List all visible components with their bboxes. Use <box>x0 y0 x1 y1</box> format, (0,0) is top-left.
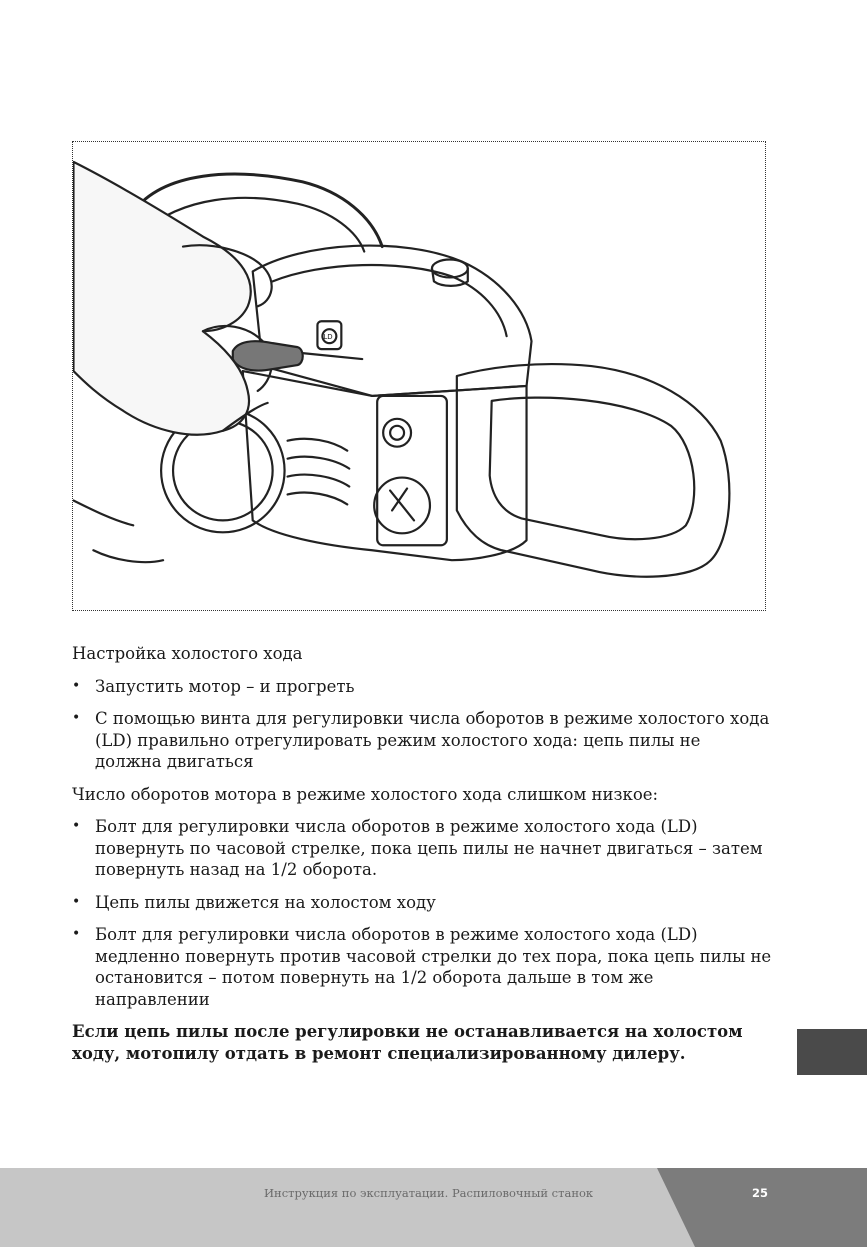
rear-handle <box>457 364 730 577</box>
instructions-section <box>72 643 772 1064</box>
list-item: • Цепь пилы движется на холостом ходу <box>72 892 772 914</box>
footer-title: Инструкция по эксплуатации. Распиловочный станок <box>264 1186 594 1200</box>
steps-list-2 <box>72 816 772 1010</box>
chainsaw-idle-adjustment-illustration <box>73 142 765 610</box>
section-subheading: Число оборотов мотора в режиме холостого хода слишком низкое: <box>72 784 659 804</box>
top-cover <box>253 246 532 396</box>
page-number: 25 <box>752 1186 769 1200</box>
list-item: • Болт для регулировки числа оборотов в режиме холостого хода (LD) медленно повернуть против часовой стрелки до тех пора, пока цепь пилы не остановится – потом повернуть на 1/2 оборота дальше в том же направлении <box>72 924 772 1010</box>
ld-icon-label: LD <box>323 333 333 342</box>
list-item: • С помощью винта для регулировки числа оборотов в режиме холостого хода (LD) правильно отрегулировать режим холостого хода: цепь пилы не должна двигаться <box>72 708 772 773</box>
list-item: • Болт для регулировки числа оборотов в режиме холостого хода (LD) повернуть по часовой стрелке, пока цепь пилы не начнет двигаться – затем повернуть назад на 1/2 оборота. <box>72 816 772 881</box>
screwdriver-shaft <box>302 353 362 359</box>
screwdriver-handle <box>233 341 303 370</box>
section-heading: Настройка холостого хода <box>72 644 303 663</box>
steps-list-1 <box>72 676 772 773</box>
footer-page-block <box>657 1168 867 1247</box>
chapter-tab <box>797 1029 867 1075</box>
page-footer <box>0 1168 867 1247</box>
hand <box>73 162 250 435</box>
list-item: • Запустить мотор – и прогреть <box>72 676 772 698</box>
illustration-frame <box>72 141 766 611</box>
warning-note: Если цепь пилы после регулировки не останавливается на холостом ходу, мотопилу отдать в ремонт специализированному дилеру. <box>72 1022 743 1063</box>
